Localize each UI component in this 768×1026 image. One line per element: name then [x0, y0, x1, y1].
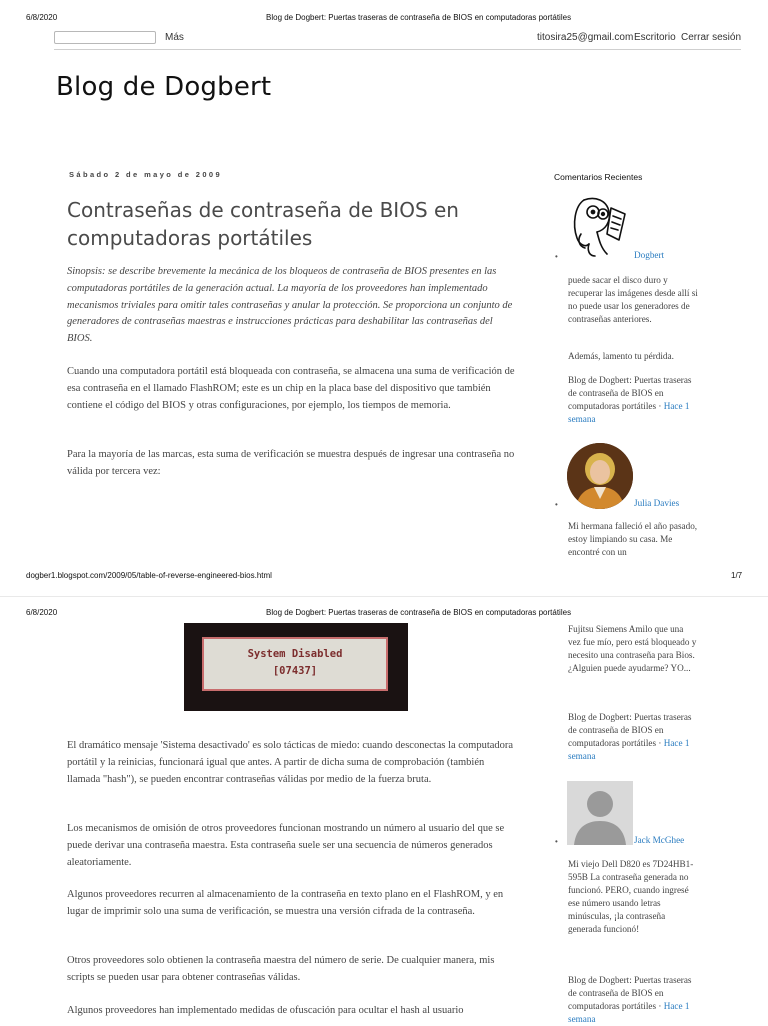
- comment-post-title: Blog de Dogbert: Puertas traseras de contraseña de BIOS en computadoras portátiles: [568, 712, 692, 748]
- person-photo-icon: [567, 443, 633, 509]
- comment-author-link[interactable]: Julia Davies: [634, 498, 680, 508]
- comment-time-link[interactable]: Hace 1 semana: [568, 401, 690, 424]
- comment-separator: ·: [658, 401, 662, 411]
- comment-separator: ·: [658, 1001, 662, 1011]
- comment-author-link[interactable]: Dogbert: [634, 250, 665, 260]
- print-url: dogber1.blogspot.com/2009/05/table-of-reverse-engineered-bios.html: [26, 571, 272, 580]
- comment-post-ref: [568, 711, 698, 763]
- bios-error-hash: [07437]: [272, 665, 318, 677]
- logout-link[interactable]: Cerrar sesión: [681, 32, 742, 43]
- comment-text: Mi viejo Dell D820 es 7D24HB1-595B La contraseña generada no funcionó. PERO, cuando ingresé ese número usando letras minúsculas, ¡la contraseña generada funcionó!: [568, 859, 694, 934]
- comment-post-ref: [568, 374, 698, 426]
- comment-text: Además, lamento tu pérdida.: [568, 351, 674, 361]
- sidebar-title: Comentarios Recientes: [554, 172, 643, 182]
- post-paragraph-2: Para la mayoría de las marcas, esta suma de verificación se muestra después de ingresar una contraseña no válida por tercera vez:: [67, 449, 515, 477]
- comment-time-link[interactable]: Hace 1 semana: [568, 1001, 690, 1024]
- bullet-icon: •: [555, 252, 558, 261]
- comment-separator: ·: [658, 738, 662, 748]
- bullet-icon: •: [555, 500, 558, 509]
- post-paragraph-4: Los mecanismos de omisión de otros proveedores funcionan mostrando un número al usuario del que se puede derivar una contraseña maestra. Esta contraseña suele ser una secuencia de números generados aleatoriamente.: [67, 823, 505, 868]
- navbar-search-input[interactable]: [54, 31, 156, 44]
- print-date: 6/8/2020: [26, 13, 58, 22]
- post-paragraph-5: Algunos proveedores recurren al almacenamiento de la contraseña en texto plano en el FlashROM, y en lugar de imprimir solo una suma de verificación, se muestra una versión cifrada de la contraseña.: [67, 889, 504, 917]
- post-title[interactable]: Contraseñas de contraseña de BIOS en computadoras portátiles: [67, 198, 459, 250]
- comment-post-ref: [568, 974, 698, 1026]
- jack-mcghee-avatar[interactable]: [567, 781, 633, 845]
- post-paragraph-3: El dramático mensaje 'Sistema desactivado' es solo tácticas de miedo: cuando desconectas la computadora portátil y la reinicias, funcionará igual que antes. A partir de dicha suma de comprobación (también llamada "hash"), se pueden encontrar contraseñas válidas por medio de la fuerza bruta.: [67, 740, 514, 785]
- bios-error-screen: [202, 637, 388, 691]
- comment-time-link[interactable]: Hace 1 semana: [568, 738, 690, 761]
- comment-text: Mi hermana falleció el año pasado, estoy limpiando su casa. Me encontré con un: [568, 521, 698, 557]
- more-link[interactable]: Más: [165, 32, 184, 43]
- navbar-divider: [54, 49, 741, 50]
- print-date: 6/8/2020: [26, 608, 58, 617]
- bios-error-message: System Disabled: [247, 648, 343, 660]
- comment-text: Fujitsu Siemens Amilo que una vez fue mío, pero está bloqueado y necesito una contraseña para Bios. ¿Alguien puede ayudarme? YO...: [568, 624, 697, 673]
- post-paragraph-7: Algunos proveedores han implementado medidas de ofuscación para ocultar el hash al usuario: [67, 1005, 464, 1016]
- comment-post-title: Blog de Dogbert: Puertas traseras de contraseña de BIOS en computadoras portátiles: [568, 375, 692, 411]
- post-paragraph-1: Cuando una computadora portátil está bloqueada con contraseña, se almacena una suma de verificación de esa contraseña en el llamado FlashROM; este es un chip en la placa base del dispositivo que también contiene el código del BIOS y otras configuraciones, por ejemplo, los tiempos de memoria.: [67, 366, 515, 411]
- print-page-number: 1/7: [731, 571, 743, 580]
- default-user-icon: [567, 781, 633, 845]
- print-page-title: Blog de Dogbert: Puertas traseras de contraseña de BIOS en computadoras portátiles: [266, 608, 572, 617]
- post-paragraph-6: Otros proveedores solo obtienen la contraseña maestra del número de serie. De cualquier manera, mis scripts se pueden usar para obtener contraseñas válidas.: [67, 955, 495, 983]
- dashboard-link[interactable]: Escritorio: [634, 32, 676, 43]
- page-break-divider: [0, 596, 768, 597]
- post-synopsis: Sinopsis: se describe brevemente la mecánica de los bloqueos de contraseña de BIOS presentes en las computadoras portátiles de la generación actual. La mayoría de los proveedores han implementado mecanismos triviales para omitir tales contraseñas y anular la protección. Se proporciona un conjunto de generadores de contraseñas maestras e instrucciones prácticas para deshabilitar las contraseñas del BIOS.: [67, 266, 513, 345]
- blog-title[interactable]: Blog de Dogbert: [56, 72, 272, 102]
- bios-error-photo: [184, 623, 408, 711]
- bullet-icon: •: [555, 837, 558, 846]
- dogbert-cartoon-icon: [567, 194, 633, 260]
- comment-text: puede sacar el disco duro y recuperar las imágenes desde allí si no puede usar los generadores de contraseñas anteriores.: [568, 275, 698, 324]
- dogbert-avatar[interactable]: [567, 194, 633, 260]
- julia-davies-avatar[interactable]: [567, 443, 633, 509]
- comment-author-link[interactable]: Jack McGhee: [634, 835, 685, 845]
- comment-post-title: Blog de Dogbert: Puertas traseras de contraseña de BIOS en computadoras portátiles: [568, 975, 692, 1011]
- print-page-title: Blog de Dogbert: Puertas traseras de contraseña de BIOS en computadoras portátiles: [266, 13, 572, 22]
- post-date-header: Sábado 2 de mayo de 2009: [69, 170, 223, 179]
- user-email-link[interactable]: titosira25@gmail.com: [537, 32, 634, 43]
